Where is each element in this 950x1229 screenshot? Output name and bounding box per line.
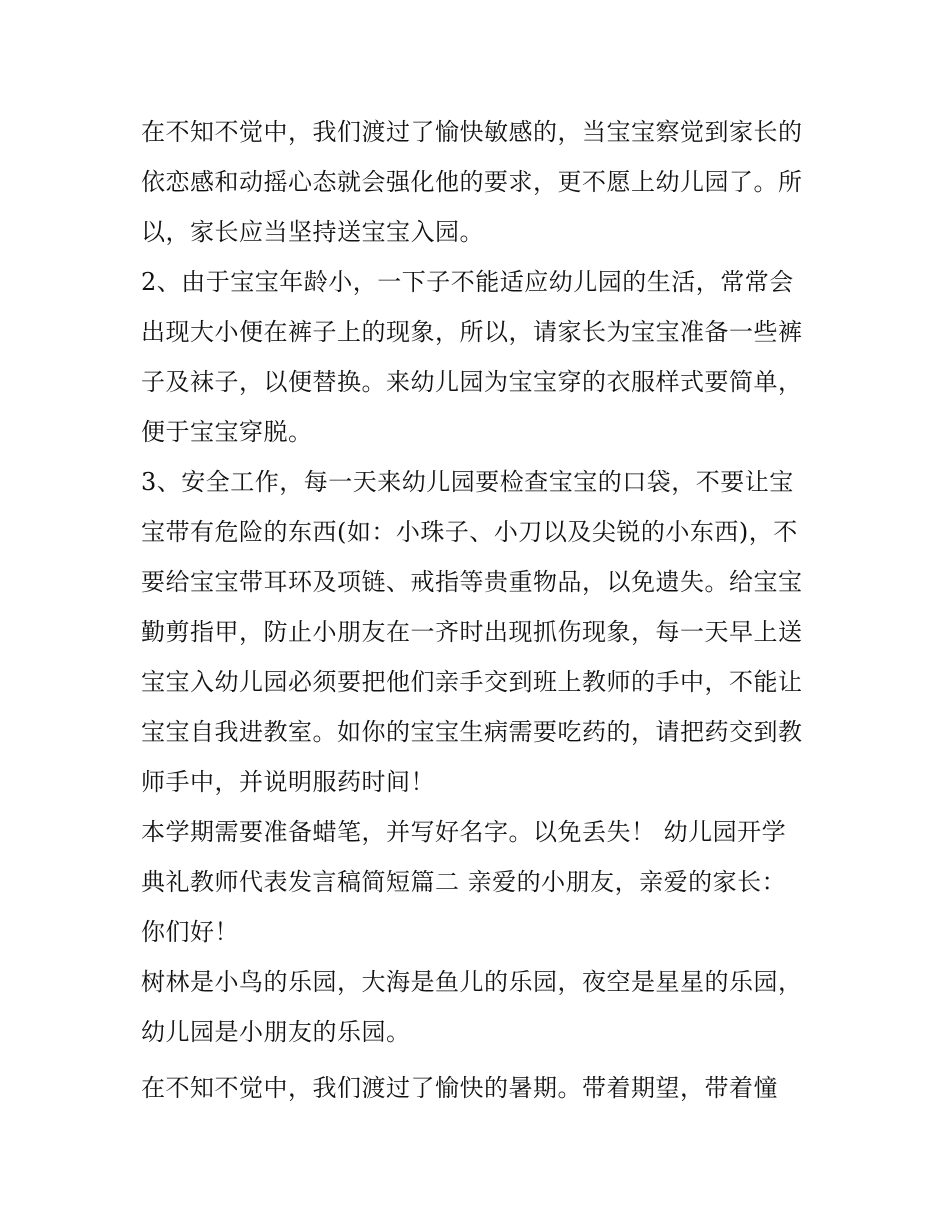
text-line: 勤剪指甲，防止小朋友在一齐时出现抓伤现象，每一天早上送 bbox=[141, 618, 803, 646]
text-line: 在不知不觉中，我们渡过了愉快的暑期。带着期望，带着憧 bbox=[141, 1074, 778, 1102]
text-line: 子及袜子，以便替换。来幼儿园为宝宝穿的衣服样式要简单， bbox=[141, 368, 803, 396]
text-line: 树林是小鸟的乐园，大海是鱼儿的乐园，夜空是星星的乐园， bbox=[141, 968, 803, 996]
text-line: 在不知不觉中，我们渡过了愉快敏感的，当宝宝察觉到家长的 bbox=[141, 118, 803, 146]
document-body bbox=[141, 107, 821, 1113]
text-line: 以，家长应当坚持送宝宝入园。 bbox=[141, 218, 484, 246]
text-line: 宝宝自我进教室。如你的宝宝生病需要吃药的，请把药交到教 bbox=[141, 718, 803, 746]
text-line: 3、安全工作，每一天来幼儿园要检查宝宝的口袋，不要让宝 bbox=[141, 468, 794, 496]
text-line: 便于宝宝穿脱。 bbox=[141, 418, 313, 446]
text-line: 典礼教师代表发言稿简短篇二 亲爱的小朋友，亲爱的家长： bbox=[141, 868, 787, 896]
text-line: 本学期需要准备蜡笔，并写好名字。以免丢失！ 幼儿园开学 bbox=[141, 818, 787, 846]
text-line: 要给宝宝带耳环及项链、戒指等贵重物品，以免遗失。给宝宝 bbox=[141, 568, 803, 596]
text-line: 2、由于宝宝年龄小，一下子不能适应幼儿园的生活，常常会 bbox=[141, 268, 794, 296]
text-line: 依恋感和动摇心态就会强化他的要求，更不愿上幼儿园了。所 bbox=[141, 168, 803, 196]
text-line: 幼儿园是小朋友的乐园。 bbox=[141, 1018, 411, 1046]
text-line: 出现大小便在裤子上的现象，所以，请家长为宝宝准备一些裤 bbox=[141, 318, 803, 346]
text-line: 宝宝入幼儿园必须要把他们亲手交到班上教师的手中，不能让 bbox=[141, 668, 803, 696]
text-line: 宝带有危险的东西(如：小珠子、小刀以及尖锐的小东西)，不 bbox=[141, 518, 798, 546]
text-line: 师手中，并说明服药时间！ bbox=[141, 768, 435, 796]
text-line: 你们好！ bbox=[141, 918, 239, 946]
